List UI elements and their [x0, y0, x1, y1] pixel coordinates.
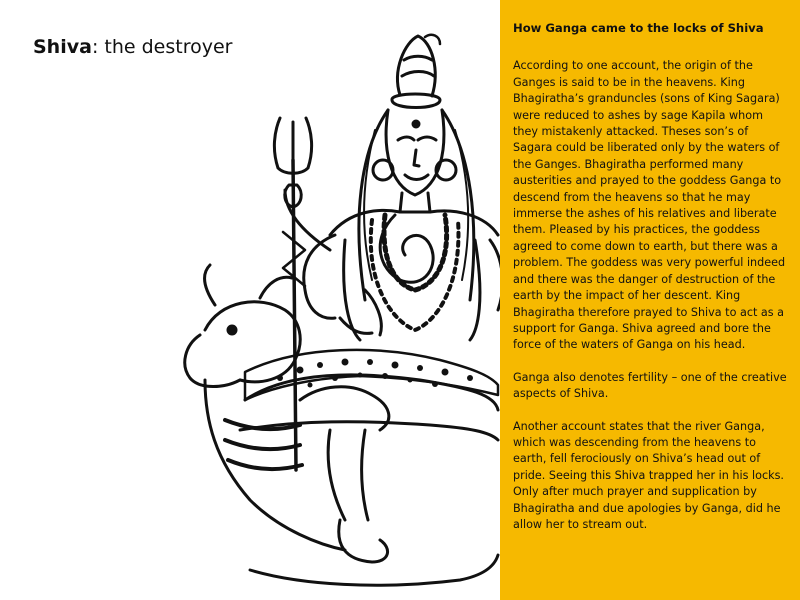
title-bold: Shiva — [33, 36, 92, 58]
panel-text — [513, 20, 791, 549]
necklace — [384, 215, 447, 290]
hair-bun — [398, 36, 436, 96]
paragraph-fertility: Ganga also denotes fertility – one of the creative aspects of Shiva. — [513, 370, 787, 401]
serpent — [380, 215, 433, 282]
paragraph-origin: According to one account, the origin of the Ganges is said to be in the heavens. King Bhagiratha’s granduncles (sons of King Sagara) were reduced to ashes by sage Kapila whom they mistakenly attacked. Theses son’s of Sagara could be liberated only by the waters of the Ganges. Bhagiratha performed many austerities and prayed to the goddess Ganga to descend from the heavens so that he may immerse the ashes of his relatives and liberate them. Pleased by his practices, the goddess agreed to come down to earth, but there was a problem. The goddess was very powerful indeed and there was the danger of destruction of the earth by the impact of her descent. King Bhagiratha therefore prayed to Shiva to act as a support for Ganga. Shiva agreed and bore the force of the waters of Ganga on his head. — [513, 59, 786, 352]
title-rest: : the destroyer — [91, 36, 233, 58]
panel-heading: How Ganga came to the locks of Shiva — [513, 21, 764, 35]
paragraph-another-account: Another account states that the river Ganga, which was descending from the heavens to earth, fell ferociously on Shiva’s head out of pride. Seeing this Shiva trapped her in his locks. Only after much prayer and supplication by Bhagiratha and due apologies by Ganga, did he allow her to stream out. — [513, 419, 784, 531]
